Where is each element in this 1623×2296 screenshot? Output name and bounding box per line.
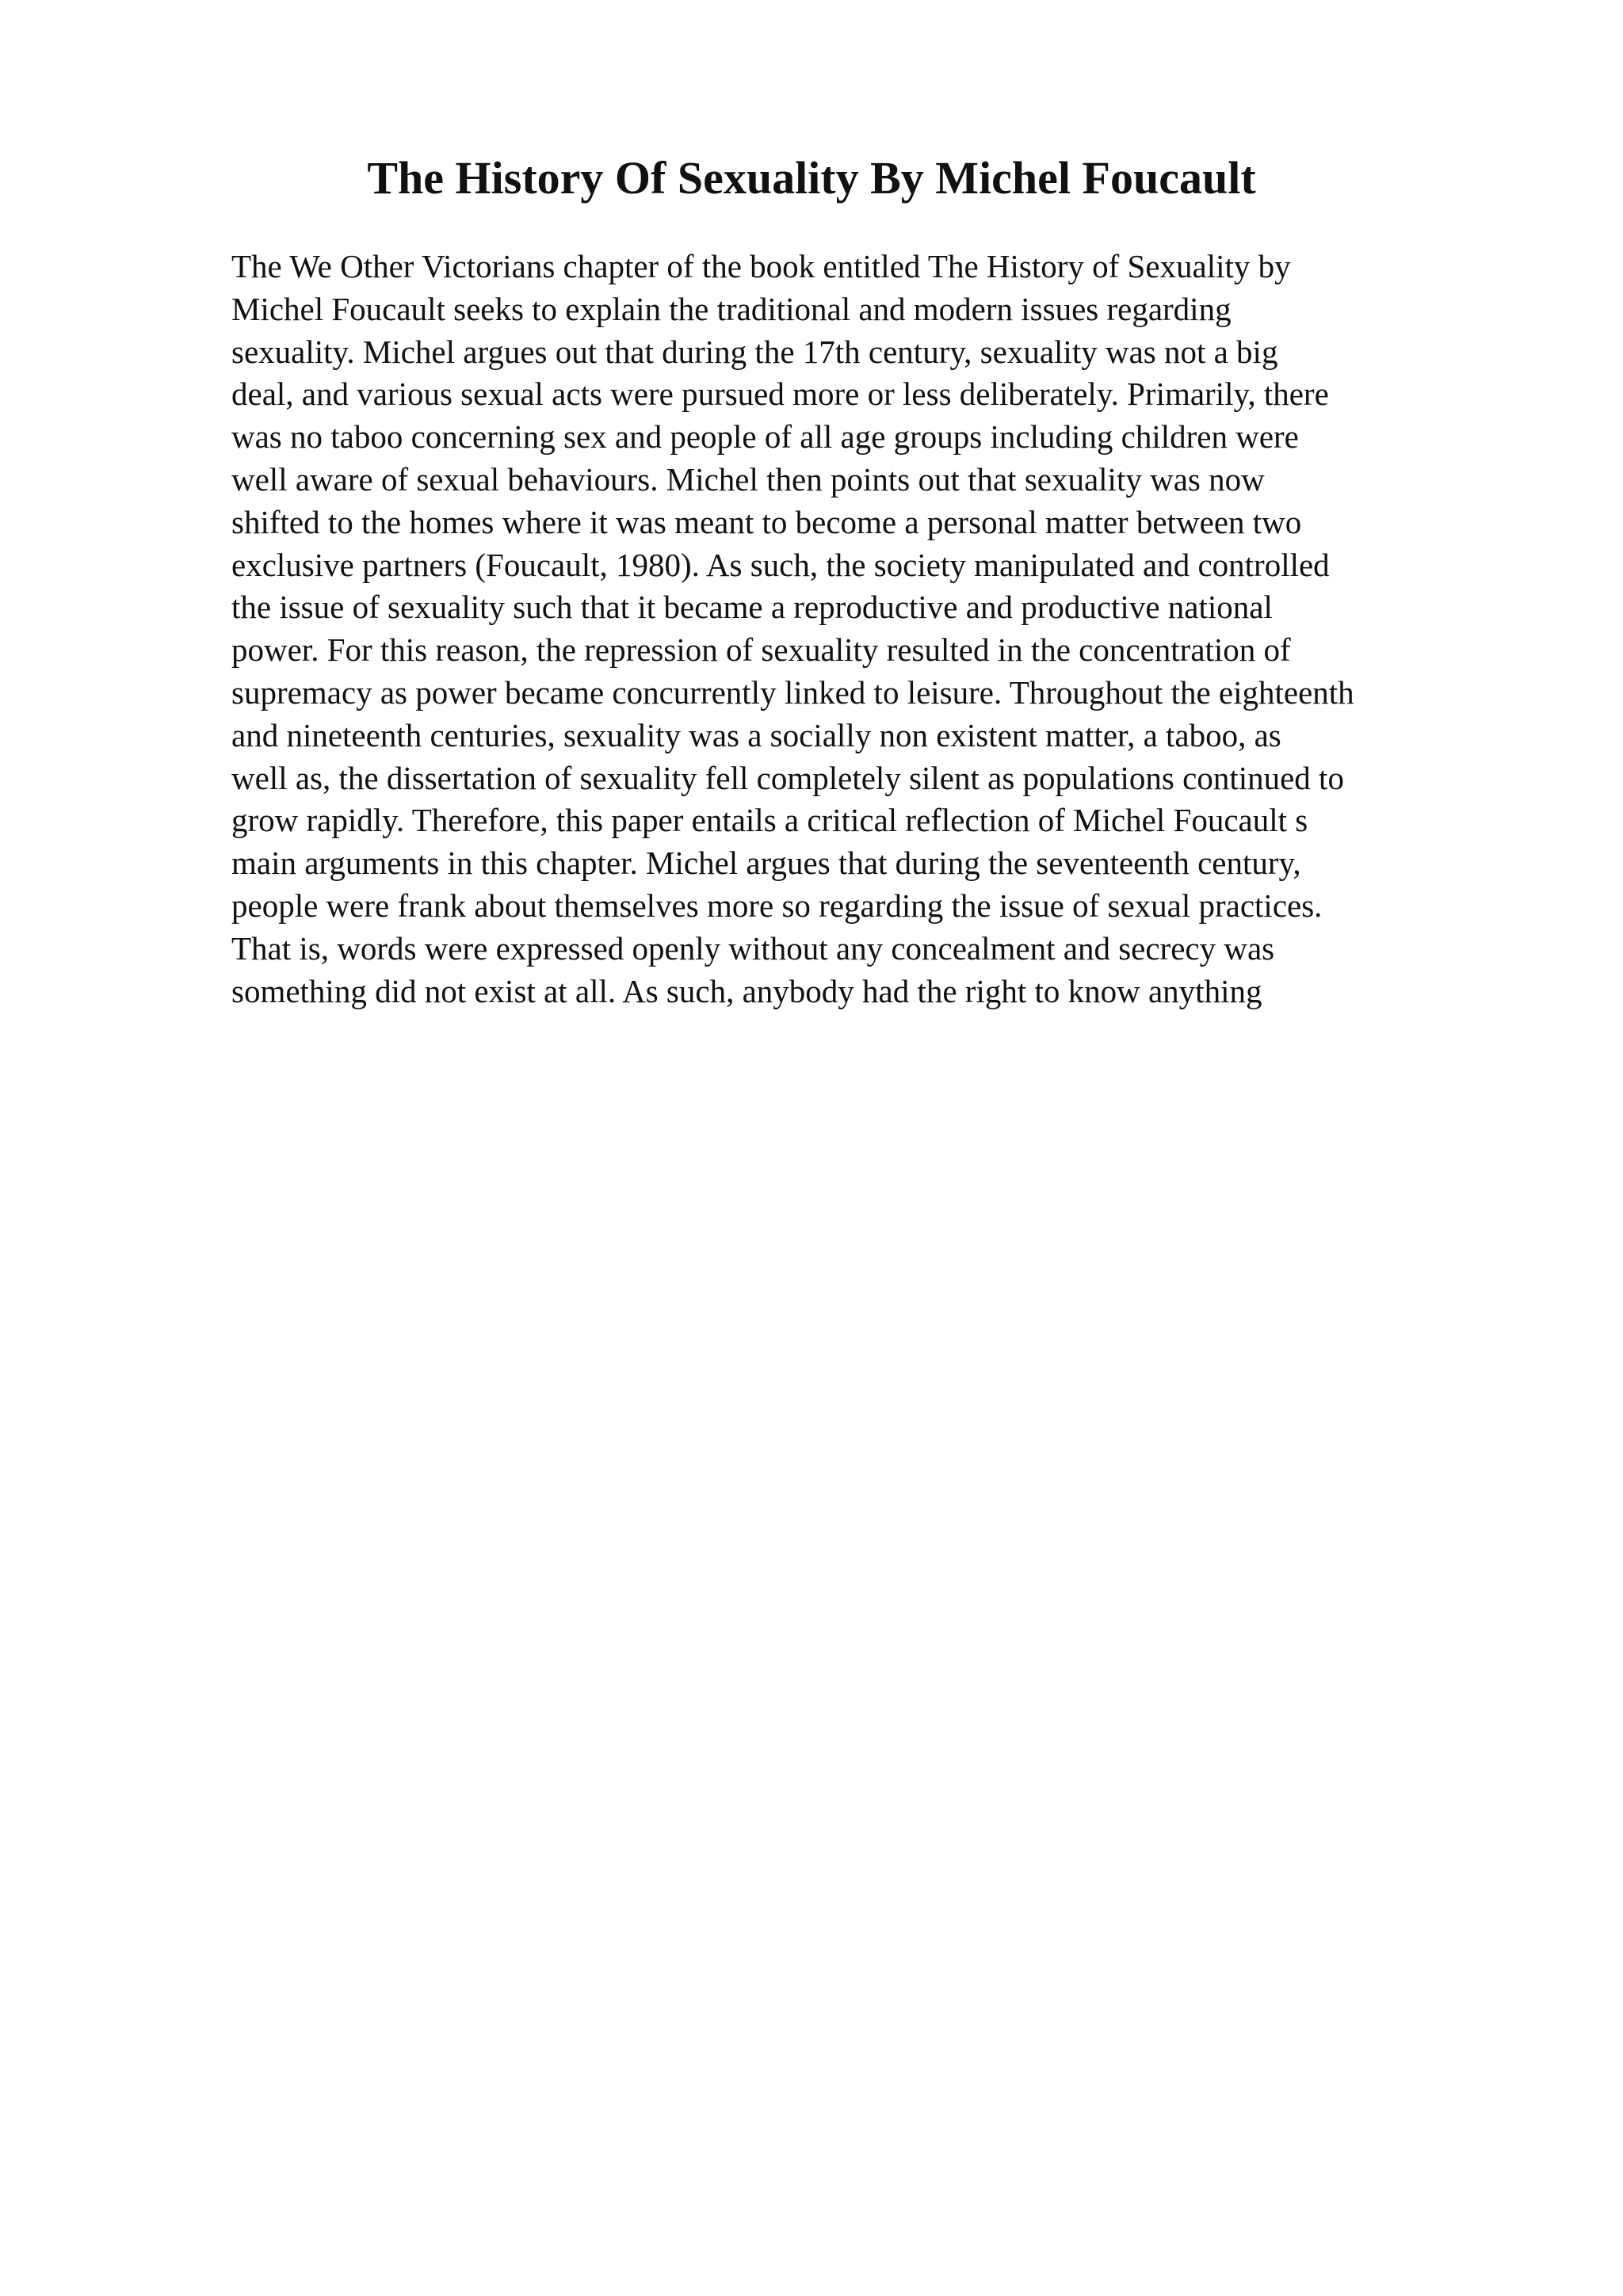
document-title: The History Of Sexuality By Michel Foucault xyxy=(367,152,1256,204)
body-line: and nineteenth centuries, sexuality was a socially non existent matter, a taboo, as xyxy=(231,716,1281,753)
body-line: exclusive partners (Foucault, 1980). As such, the society manipulated and controlled xyxy=(231,546,1330,583)
body-line: was no taboo concerning sex and people of all age groups including children were xyxy=(231,418,1299,456)
body-line: well as, the dissertation of sexuality fell completely silent as populations continued to xyxy=(231,759,1344,796)
body-line: people were frank about themselves more so regarding the issue of sexual practices. xyxy=(231,887,1323,924)
body-line: something did not exist at all. As such, anybody had the right to know anything xyxy=(231,972,1262,1009)
body-line: main arguments in this chapter. Michel argues that during the seventeenth century, xyxy=(231,845,1301,882)
body-line: grow rapidly. Therefore, this paper entails a critical reflection of Michel Foucault s xyxy=(231,802,1308,839)
body-line: That is, words were expressed openly without any concealment and secrecy was xyxy=(231,929,1275,967)
body-line: The We Other Victorians chapter of the book entitled The History of Sexuality by xyxy=(231,248,1291,284)
body-line: deal, and various sexual acts were pursued more or less deliberately. Primarily, there xyxy=(231,376,1329,413)
body-line: supremacy as power became concurrently linked to leisure. Throughout the eighteenth xyxy=(231,673,1354,711)
body-line: well aware of sexual behaviours. Michel then points out that sexuality was now xyxy=(231,460,1265,498)
body-line: the issue of sexuality such that it became a reproductive and productive national xyxy=(231,589,1273,626)
document-body xyxy=(231,246,1515,1013)
body-line: power. For this reason, the repression of sexuality resulted in the concentration of xyxy=(231,631,1291,669)
body-line: Michel Foucault seeks to explain the traditional and modern issues regarding xyxy=(231,290,1232,327)
body-line: sexuality. Michel argues out that during the 17th century, sexuality was not a big xyxy=(231,333,1278,370)
body-line: shifted to the homes where it was meant to become a personal matter between two xyxy=(231,503,1302,540)
